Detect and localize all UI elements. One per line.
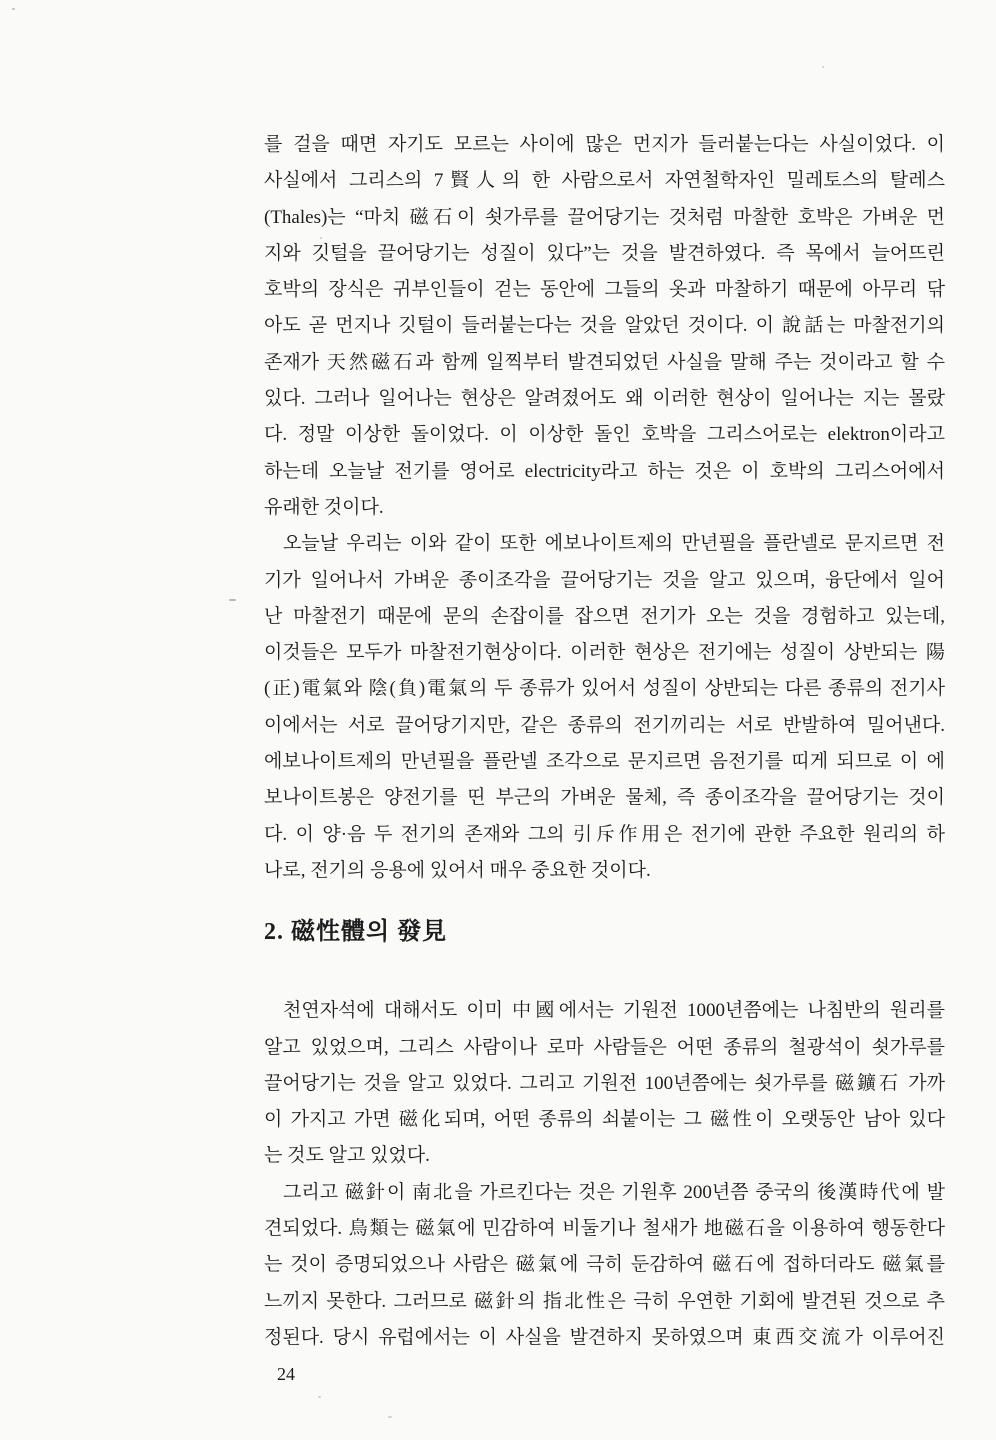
scan-speck — [229, 599, 236, 601]
scan-speck — [388, 1416, 392, 1418]
page-number: 24 — [277, 1364, 295, 1384]
text-line: 천연자석에 대해서도 이미 中國에서는 기원전 1000년쯤에는 나침반의 원리를 — [283, 1000, 945, 1022]
text-line: 오늘날 우리는 이와 같이 또한 에보나이트제의 만년필을 플란넬로 문지르면 전 — [283, 533, 945, 555]
text-line: 있다. 그러나 일어나는 현상은 알려졌어도 왜 이러한 현상이 일어나는 지는 몰랐 — [264, 388, 945, 410]
text-line: 이 가지고 가면 磁化되며, 어떤 종류의 쇠붙이는 그 磁性이 오랫동안 남아 있다 — [264, 1109, 945, 1131]
text-line: 이것들은 모두가 마찰전기현상이다. 이러한 현상은 전기에는 성질이 상반되는 陽 — [264, 642, 945, 664]
paragraph — [264, 526, 945, 889]
text-line: 하는데 오늘날 전기를 영어로 electricity라고 하는 것은 이 호박의 그리스어에서 — [264, 460, 945, 482]
text-line: 사실에서 그리스의 7賢人의 한 사람으로서 자연철학자인 밀레토스의 탈레스 — [264, 170, 945, 192]
text-line: 끌어당기는 것을 알고 있었다. 그리고 기원전 100년쯤에는 쇳가루를 磁鑛石 가까 — [264, 1072, 945, 1094]
scan-speck — [320, 237, 322, 239]
text-line: 기가 일어나서 가벼운 종이조각을 끌어당기는 것을 알고 있으며, 융단에서 일어 — [264, 569, 945, 591]
text-line: 난 마찰전기 때문에 문의 손잡이를 잡으면 전기가 오는 것을 경험하고 있는데, — [264, 605, 945, 627]
section-heading: 2. 磁性體의 發見 — [264, 919, 448, 946]
text-line: 에보나이트제의 만년필을 플란넬 조각으로 문지르면 음전기를 띠게 되므로 이 에 — [264, 751, 945, 773]
text-line: 지와 깃털을 끌어당기는 성질이 있다”는 것을 발견하였다. 즉 목에서 늘어뜨린 — [264, 242, 945, 264]
paragraph — [264, 1175, 945, 1356]
text-line: 나로, 전기의 응용에 있어서 매우 중요한 것이다. — [264, 859, 651, 881]
text-line: 알고 있었으며, 그리스 사람이나 로마 사람들은 어떤 종류의 철광석이 쇳가루를 — [264, 1036, 945, 1058]
text-line: 유래한 것이다. — [264, 496, 384, 518]
text-line: 견되었다. 鳥類는 磁氣에 민감하여 비둘기나 철새가 地磁石을 이용하여 행동한다 — [264, 1218, 945, 1240]
text-line: 보나이트봉은 양전기를 띤 부근의 가벼운 물체, 즉 종이조각을 끌어당기는 것이 — [264, 787, 945, 809]
text-line: 아도 곧 먼지나 깃털이 들러붙는다는 것을 알았던 것이다. 이 說話는 마찰전기의 — [264, 315, 945, 337]
scan-speck — [822, 66, 824, 68]
text-line: 이에서는 서로 끌어당기지만, 같은 종류의 전기끼리는 서로 반발하여 밀어낸다. — [264, 714, 945, 736]
text-line: 느끼지 못한다. 그러므로 磁針의 指北性은 극히 우연한 기회에 발견된 것으로 추 — [264, 1290, 945, 1312]
text-block — [264, 127, 945, 1356]
paragraph — [264, 993, 945, 1174]
text-line: 그리고 磁針이 南北을 가르킨다는 것은 기원후 200년쯤 중국의 後漢時代에 발 — [283, 1181, 945, 1203]
text-line: 호박의 장식은 귀부인들이 걷는 동안에 그들의 옷과 마찰하기 때문에 아무리 닦 — [264, 279, 945, 301]
paragraph — [264, 127, 945, 526]
text-line: 존재가 天然磁石과 함께 일찍부터 발견되었던 사실을 말해 주는 것이라고 할 수 — [264, 351, 945, 373]
scan-speck — [12, 8, 15, 10]
scan-speck — [318, 1396, 321, 1398]
text-line: (正)電氣와 陰(負)電氣의 두 종류가 있어서 성질이 상반되는 다른 종류의 전기사 — [264, 678, 945, 700]
text-line: 는 것도 알고 있었다. — [264, 1145, 430, 1167]
text-line: 정된다. 당시 유럽에서는 이 사실을 발견하지 못하였으며 東西交流가 이루어진 — [264, 1326, 945, 1348]
text-line: 다. 정말 이상한 돌이었다. 이 이상한 돌인 호박을 그리스어로는 elektron이라고 — [264, 424, 945, 446]
text-line: (Thales)는 “마치 磁石이 쇳가루를 끌어당기는 것처럼 마찰한 호박은 가벼운 먼 — [264, 206, 945, 228]
text-line: 는 것이 증명되었으나 사람은 磁氣에 극히 둔감하여 磁石에 접하더라도 磁氣를 — [264, 1254, 945, 1276]
text-line: 다. 이 양·음 두 전기의 존재와 그의 引斥作用은 전기에 관한 주요한 원리의 하 — [264, 823, 945, 845]
text-line: 를 걸을 때면 자기도 모르는 사이에 많은 먼지가 들러붙는다는 사실이었다. 이 — [264, 134, 945, 155]
